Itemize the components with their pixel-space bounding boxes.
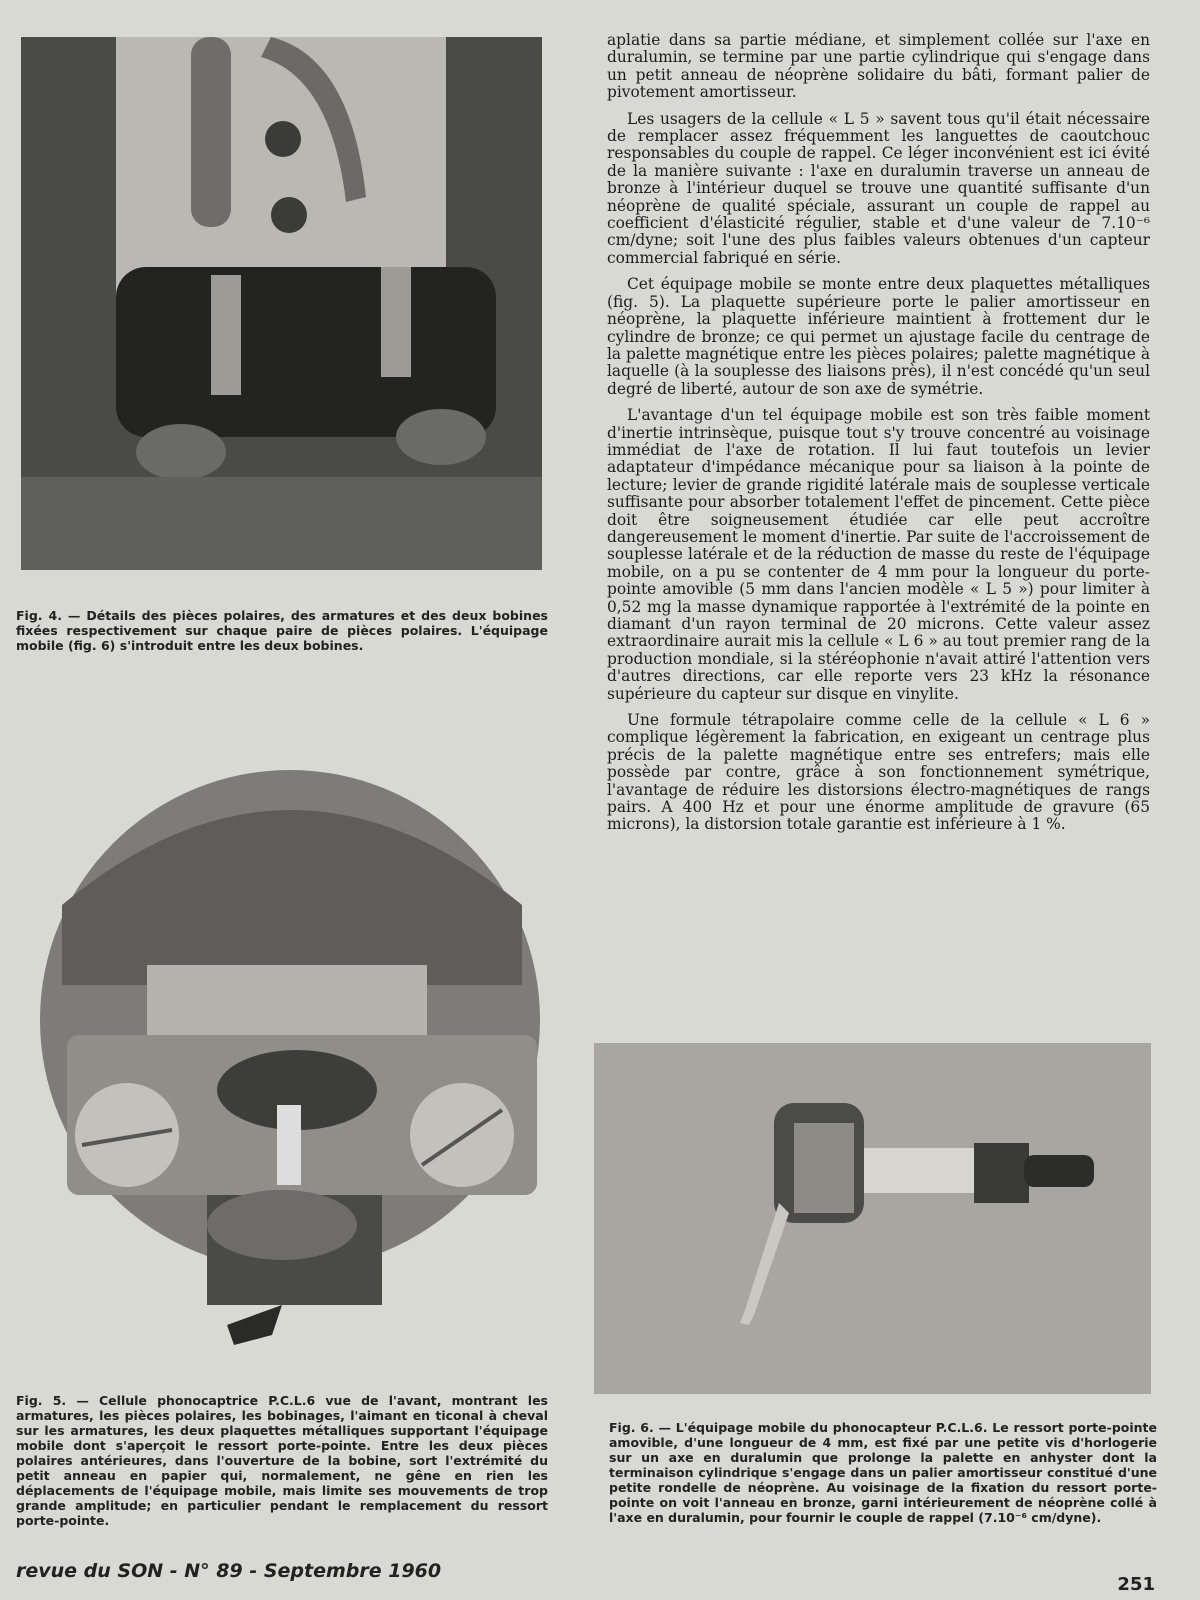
paragraph: L'avantage d'un tel équipage mobile est son très faible moment d'inertie intrinsèque, puisque tout s'y trouve concentré au voisinage immédiat de l'axe de rotation. Il lui faut toutefois un levier adaptateur d'impédance mécanique pour sa liaison à la pointe de lecture; levier de grande rigidité latérale mais de souplesse verticale suffisante pour absorber totalement l'effet de pincement. Cette pièce doit être soigneusement étudiée car elle peut accroître dangereusement le moment d'inertie. Par suite de l'accroissement de souplesse latérale et de la réduction de masse du reste de l'équipage mobile, on a pu se contenter de 4 mm pour la longueur du porte-pointe amovible (5 mm dans l'ancien modèle « L 5 ») pour limiter à 0,52 mg la masse dynamique rapportée à l'extrémité de la pointe en diamant d'un rayon terminal de 20 microns. Cette valeur assez extraordinaire aurait mis la cellule « L 6 » au tout premier rang de la production mondiale, si la stéréophonie n'avait attiré l'attention vers d'autres directions, car elle reporte vers 23 kHz la résonance supérieure du capteur sur disque en vinylite. (607, 406, 1150, 703)
figure-4-photo (21, 37, 542, 570)
article-text-column (607, 32, 1150, 843)
journal-footer: revue du SON - N° 89 - Septembre 1960 (16, 1560, 442, 1582)
paragraph: Une formule tétrapolaire comme celle de la cellule « L 6 » complique légèrement la fabrication, en exigeant un centrage plus précis de la palette magnétique entre ses entrefers; mais elle possède par contre, grâce à son fonctionnement symétrique, l'avantage de réduire les distorsions électro-magnétiques de rangs pairs. A 400 Hz et pour une énorme amplitude de gravure (65 microns), la distorsion totale garantie est inférieure à 1 %. (607, 711, 1150, 834)
figure-6-caption: Fig. 6. — L'équipage mobile du phonocapteur P.C.L.6. Le ressort porte-pointe amovible, d'une longueur de 4 mm, est fixé par une petite vis d'horlogerie sur un axe en duralumin que prolonge la palette en anhyster dont la terminaison cylindrique s'engage dans un palier amortisseur constitué d'une petite rondelle de néoprène. Au voisinage de la fixation du ressort porte-pointe on voit l'anneau en bronze, garni intérieurement de néoprène collé à l'axe en duralumin, pour fournir le couple de rappel (7.10⁻⁶ cm/dyne). (609, 1420, 1157, 1525)
figure-5-photo (22, 735, 542, 1363)
page-number: 251 (1117, 1574, 1155, 1595)
paragraph: Cet équipage mobile se monte entre deux plaquettes métalliques (fig. 5). La plaquette supérieure porte le palier amortisseur en néoprène, la plaquette inférieure maintient à frottement dur le cylindre de bronze; ce qui permet un ajustage facile du centrage de la palette magnétique entre les pièces polaires; palette magnétique à laquelle (à la souplesse des liaisons près), il n'est concédé qu'un seul degré de liberté, autour de son axe de symétrie. (607, 275, 1150, 398)
figure-4-caption: Fig. 4. — Détails des pièces polaires, des armatures et des deux bobines fixées respectivement sur chaque paire de pièces polaires. L'équipage mobile (fig. 6) s'introduit entre les deux bobines. (16, 608, 548, 653)
figure-5-caption: Fig. 5. — Cellule phonocaptrice P.C.L.6 vue de l'avant, montrant les armatures, les pièces polaires, les bobinages, l'aimant en ticonal à cheval sur les armatures, les deux plaquettes métalliques supportant l'équipage mobile dont s'aperçoit le ressort porte-pointe. Entre les deux pièces polaires antérieures, dans l'ouverture de la bobine, sort l'extrémité du petit anneau en papier qui, normalement, ne gêne en rien les déplacements de l'équipage mobile, mais limite ses mouvements de trop grande amplitude; en particulier pendant le remplacement du ressort porte-pointe. (16, 1393, 548, 1528)
paragraph: aplatie dans sa partie médiane, et simplement collée sur l'axe en duralumin, se termine par une partie cylindrique qui s'engage dans un petit anneau de néoprène solidaire du bâti, formant palier de pivotement amortisseur. (607, 31, 1150, 102)
paragraph: Les usagers de la cellule « L 5 » savent tous qu'il était nécessaire de remplacer assez fréquemment les languettes de caoutchouc responsables du couple de rappel. Ce léger inconvénient est ici évité de la manière suivante : l'axe en duralumin traverse un anneau de bronze à l'intérieur duquel se trouve une quantité suffisante d'un néoprène de qualité spéciale, assurant un couple de rappel au coefficient d'élasticité régulier, stable et d'une valeur de 7.10⁻⁶ cm/dyne; soit l'une des plus faibles valeurs obtenues d'un capteur commercial fabriqué en série. (607, 109, 1150, 267)
figure-6-photo (594, 1043, 1151, 1394)
